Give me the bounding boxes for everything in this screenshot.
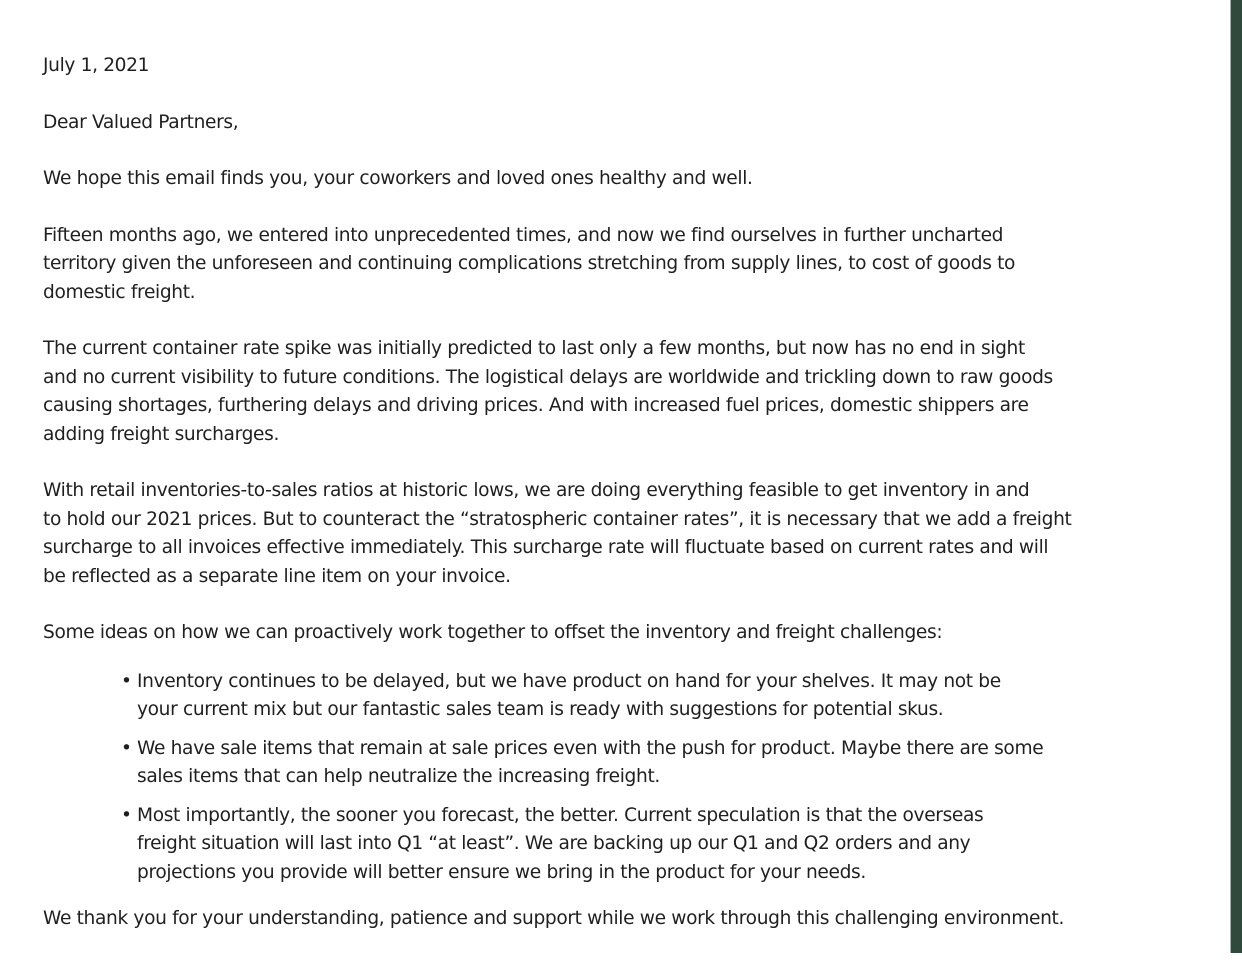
paragraph-line: be reflected as a separate line item on your invoice. [43, 565, 511, 587]
paragraph-line: territory given the unforeseen and continuing complications stretching from supply lines, to cost of goods to [43, 253, 1016, 274]
bullet-line: We have sale items that remain at sale prices even with the push for product. Maybe there are some [137, 737, 1044, 759]
bullet-line: Inventory continues to be delayed, but we have product on hand for your shelves. It may not be [137, 670, 1001, 692]
bullet-line: Most importantly, the sooner you forecast, the better. Current speculation is that the overseas [137, 804, 984, 826]
bullet-item-forecast [121, 802, 1163, 888]
letter-date [43, 52, 1163, 81]
letter-salutation [43, 109, 1163, 138]
paragraph-line: causing shortages, furthering delays and driving prices. And with increased fuel prices, domestic shippers are [43, 395, 1029, 416]
bullet-line: sales items that can help neutralize the increasing freight. [137, 766, 660, 787]
letter-salutation-text: Dear Valued Partners, [43, 111, 239, 133]
bullet-text [137, 802, 1163, 888]
paragraph-closing [43, 905, 1163, 934]
bullet-icon: • [121, 737, 132, 759]
bullet-line: projections you provide will better ensure we bring in the product for your needs. [137, 861, 866, 883]
paragraph-container-rate [43, 335, 1163, 449]
paragraph-line: adding freight surcharges. [43, 423, 280, 445]
right-border-bar [1231, 0, 1242, 953]
bullet-text [137, 668, 1163, 725]
paragraph-line: surcharge to all invoices effective immediately. This surcharge rate will fluctuate based on current rates and will [43, 537, 1049, 558]
paragraph-line: Some ideas on how we can proactively work together to offset the inventory and freight challenges: [43, 622, 943, 643]
bullet-item-sale-items [121, 735, 1163, 792]
letter-date-text: July 1, 2021 [43, 55, 150, 76]
paragraph-line: We hope this email finds you, your coworkers and loved ones healthy and well. [43, 168, 753, 189]
bullet-item-inventory [121, 668, 1163, 725]
paragraph-line: domestic freight. [43, 281, 196, 303]
paragraph-line: and no current visibility to future conditions. The logistical delays are worldwide and trickling down to raw goods [43, 366, 1053, 388]
ideas-bullet-list [43, 668, 1163, 888]
bullet-icon: • [121, 804, 132, 826]
paragraph-ideas-intro [43, 619, 1163, 648]
paragraph-line: Fifteen months ago, we entered into unprecedented times, and now we find ourselves in further uncharted [43, 224, 1004, 246]
paragraph-line: With retail inventories-to-sales ratios at historic lows, we are doing everything feasible to get inventory in and [43, 480, 1030, 501]
paragraph-freight-surcharge [43, 477, 1163, 591]
paragraph-unprecedented-times [43, 222, 1163, 308]
bullet-icon: • [121, 670, 132, 692]
paragraph-line: The current container rate spike was initially predicted to last only a few months, but now has no end in sight [43, 338, 1025, 359]
paragraph-greeting [43, 165, 1163, 194]
paragraph-line: to hold our 2021 prices. But to counteract the “stratospheric container rates”, it is necessary that we add a freight [43, 508, 1072, 530]
bullet-line: freight situation will last into Q1 “at least”. We are backing up our Q1 and Q2 orders and any [137, 833, 971, 854]
bullet-text [137, 735, 1163, 792]
letter-body [43, 52, 1163, 962]
bullet-line: your current mix but our fantastic sales team is ready with suggestions for potential skus. [137, 699, 944, 720]
paragraph-line: We thank you for your understanding, patience and support while we work through this challenging environment. [43, 908, 1065, 929]
